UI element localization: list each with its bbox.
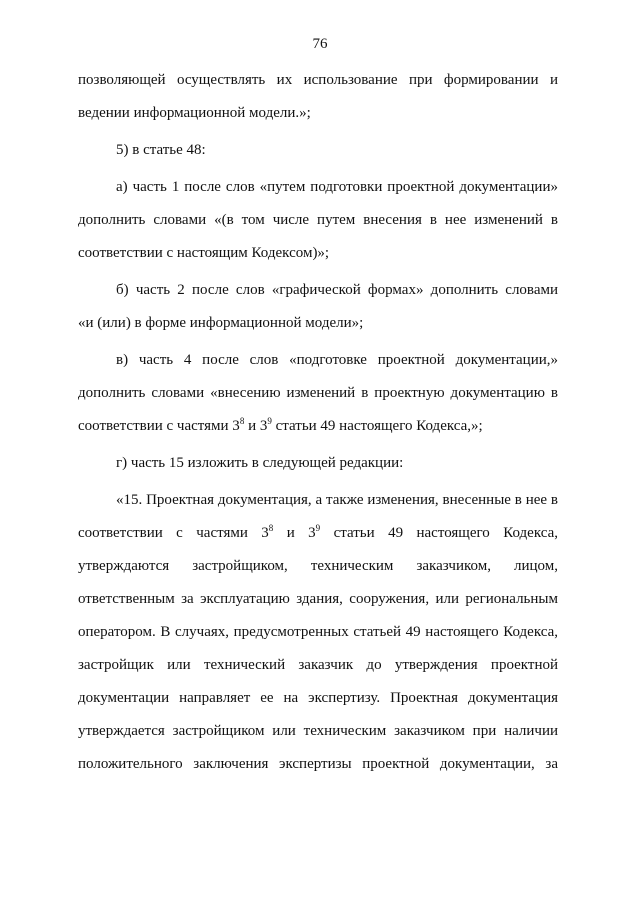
text-line: дополнить словами «внесению изменений в проектную документацию в: [78, 385, 558, 401]
quoted-paragraph-start: «15. Проектная документация, а также изменения, внесенные в нее в: [116, 492, 558, 508]
text-line: утверждаются застройщиком, техническим заказчиком, лицом,: [78, 558, 558, 574]
text-line: соответствии с настоящим Кодексом)»;: [78, 245, 330, 261]
list-item-g: г) часть 15 изложить в следующей редакции:: [116, 455, 404, 471]
text-line: утверждается застройщиком или техническим заказчиком при наличии: [78, 723, 558, 739]
page-number: 76: [312, 36, 328, 52]
text-line: соответствии с частями $3^8$ и $3^9$ статьи 49 настоящего Кодекса,»;: [78, 416, 483, 434]
text-line: позволяющей осуществлять их использование при формировании и: [78, 72, 558, 88]
text-line: дополнить словами «(в том числе путем внесения в нее изменений в: [78, 212, 558, 228]
text-line: ответственным за эксплуатацию здания, сооружения, или региональным: [78, 591, 558, 607]
text-line: ведении информационной модели.»;: [78, 105, 311, 121]
list-item-b: б) часть 2 после слов «графической формах» дополнить словами: [116, 282, 558, 298]
text-line: документации направляет ее на экспертизу. Проектная документация: [78, 690, 558, 706]
text-line: «и (или) в форме информационной модели»;: [78, 315, 364, 331]
text-line: оператором. В случаях, предусмотренных статьей 49 настоящего Кодекса,: [78, 624, 558, 640]
list-item-5: 5) в статье 48:: [116, 142, 206, 158]
list-item-a: а) часть 1 после слов «путем подготовки проектной документации»: [116, 179, 558, 195]
text-line: застройщик или технический заказчик до утверждения проектной: [78, 657, 558, 673]
text-line: положительного заключения экспертизы проектной документации, за: [78, 756, 558, 772]
list-item-v: в) часть 4 после слов «подготовке проектной документации,»: [116, 352, 558, 368]
text-line: соответствии с частями $3^8$ и $3^9$ статьи 49 настоящего Кодекса,: [78, 523, 558, 541]
